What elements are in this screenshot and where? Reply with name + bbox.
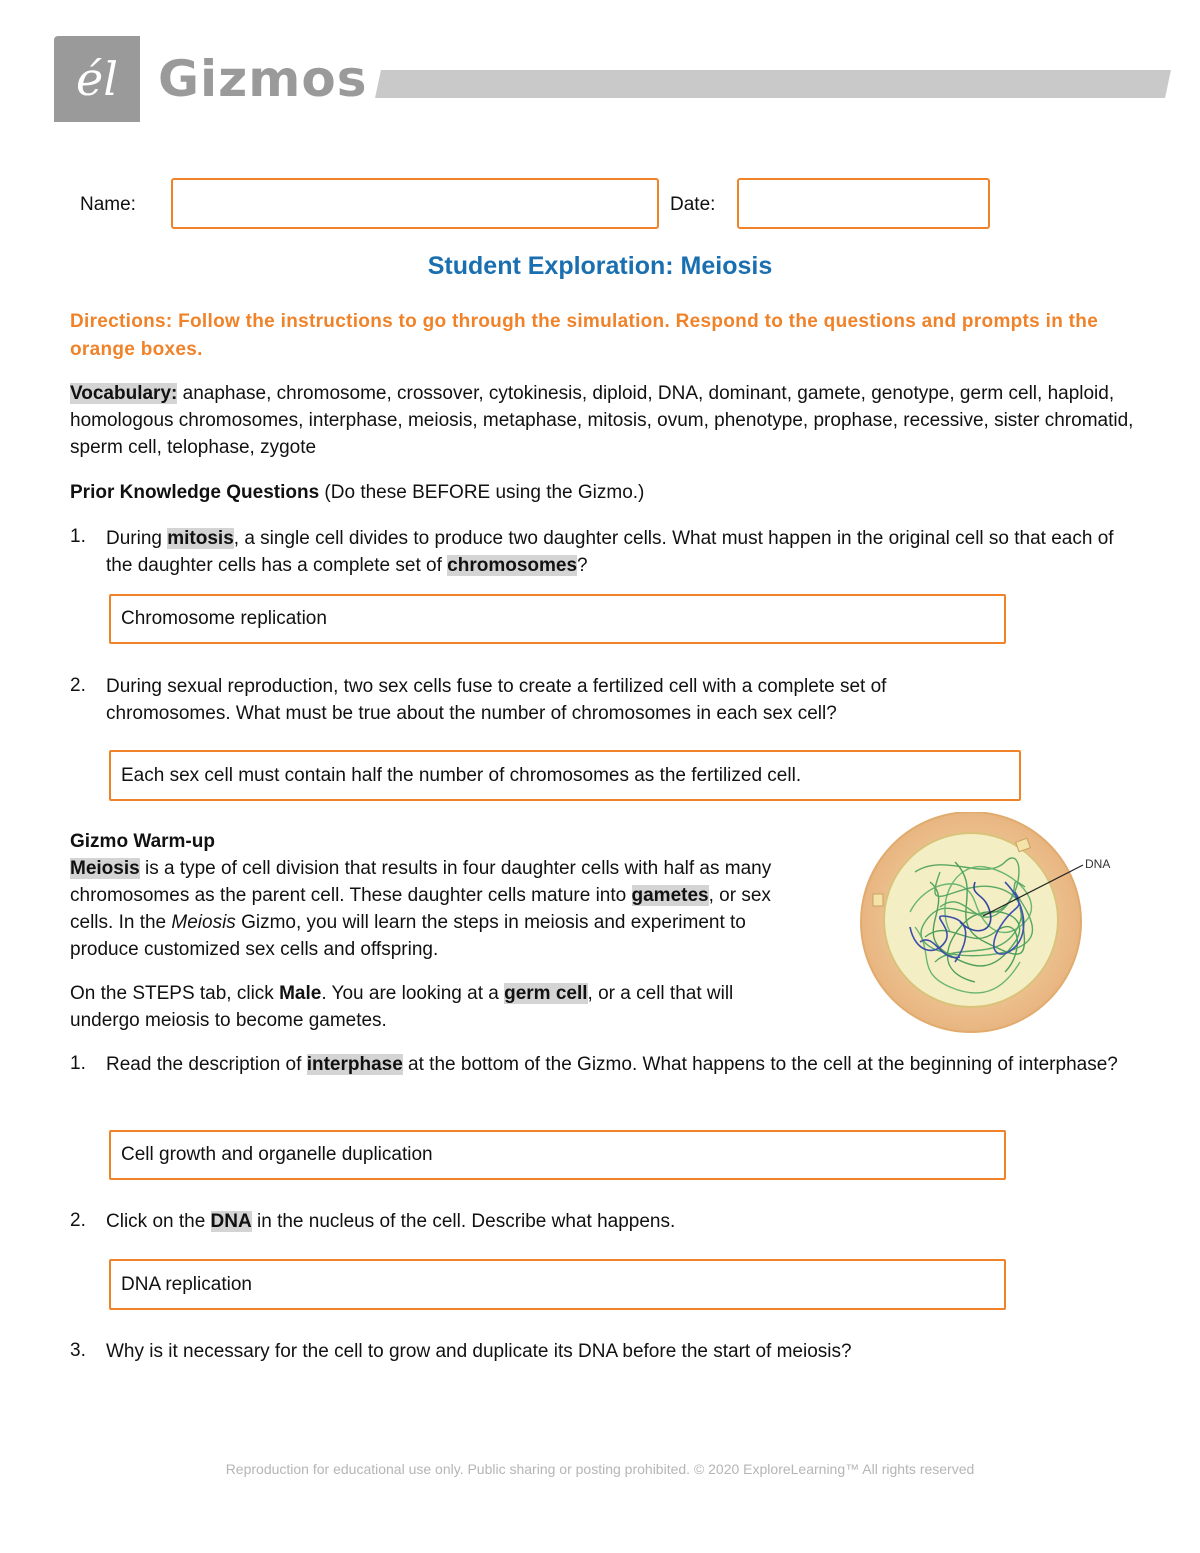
p-text: On the STEPS tab, click: [70, 983, 280, 1004]
p-text: . You are looking at a: [321, 983, 505, 1004]
steps-paragraph: [70, 980, 760, 1034]
answer-box[interactable]: DNA replication: [109, 1259, 1006, 1310]
prior-question-1: [106, 525, 1116, 579]
answer-box[interactable]: Chromosome replication: [109, 594, 1006, 644]
term-germ-cell: germ cell: [504, 983, 588, 1004]
warmup-question-2: [106, 1208, 1106, 1235]
gizmos-brand: Gizmos: [158, 50, 368, 108]
term-meiosis: Meiosis: [70, 858, 140, 879]
answer-box[interactable]: Cell growth and organelle duplication: [109, 1130, 1006, 1180]
prior-question-2: During sexual reproduction, two sex cells fuse to create a fertilized cell with a complete set of chromosomes. What must be true about the number of chromosomes in each sex cell?: [106, 676, 887, 724]
warmup-heading: Gizmo Warm-up: [70, 831, 215, 852]
warmup-paragraph: [70, 855, 800, 963]
q-text: ?: [577, 555, 588, 576]
q-text: at the bottom of the Gizmo. What happens to the cell at the beginning of interphase?: [402, 1054, 1118, 1075]
cell-diagram: [855, 812, 1115, 1037]
footer-copyright: Reproduction for educational use only. Public sharing or posting prohibited. © 2020 ExploreLearning™ All rights reserved: [225, 1461, 975, 1477]
question-number: 1.: [70, 1053, 86, 1074]
p-text: , or a cell that will undergo meiosis to become gametes.: [70, 983, 734, 1031]
warmup-question-3: Why is it necessary for the cell to grow and duplicate its DNA before the start of meiosis?: [106, 1341, 852, 1362]
term-gametes: gametes: [631, 885, 709, 906]
term-interphase: interphase: [306, 1054, 403, 1075]
answer-box[interactable]: Each sex cell must contain half the number of chromosomes as the fertilized cell.: [109, 750, 1021, 801]
q-text: Read the description of: [106, 1054, 307, 1075]
term-dna: DNA: [210, 1211, 252, 1232]
question-number: 1.: [70, 526, 86, 547]
prior-knowledge-heading: [70, 479, 644, 506]
vocabulary-text: anaphase, chromosome, crossover, cytokinesis, diploid, DNA, dominant, gamete, genotype, germ cell, haploid, homologous chromosomes, interphase, meiosis, metaphase, mitosis, ovum, phenotype, prophase, recessive, sister chromatid, sperm cell, telophase, zygote: [70, 383, 1134, 458]
dna-label: DNA: [1085, 857, 1111, 871]
warmup-question-1: [106, 1051, 1126, 1078]
explorelearning-logo: él: [54, 36, 140, 122]
q-text: During: [106, 528, 168, 549]
question-number: 3.: [70, 1340, 86, 1361]
date-label: Date:: [670, 194, 716, 215]
header-bar: [375, 70, 1171, 98]
gizmo-name: Meiosis: [171, 912, 236, 933]
q-text: in the nucleus of the cell. Describe what happens.: [251, 1211, 676, 1232]
page-title: Student Exploration: Meiosis: [427, 252, 773, 280]
vocabulary: [70, 380, 1140, 461]
term-mitosis: mitosis: [167, 528, 234, 549]
directions: Directions: Follow the instructions to go through the simulation. Respond to the questions and prompts in the orange boxes.: [70, 311, 1099, 360]
question-number: 2.: [70, 675, 86, 696]
prior-note: (Do these BEFORE using the Gizmo.): [319, 482, 645, 503]
name-field[interactable]: [171, 178, 659, 229]
date-field[interactable]: [737, 178, 990, 229]
male-term: Male: [279, 983, 322, 1004]
name-label: Name:: [80, 194, 136, 215]
q-text: , a single cell divides to produce two daughter cells. What must happen in the original cell so that each of the daughter cells has a complete set of: [106, 528, 1114, 576]
term-chromosomes: chromosomes: [447, 555, 578, 576]
vocabulary-label: Vocabulary:: [70, 383, 178, 404]
p-text: , or sex cells. In the: [70, 885, 771, 933]
centriole: [873, 894, 883, 906]
p-text: Gizmo, you will learn the steps in meiosis and experiment to produce customized sex cells and offspring.: [70, 912, 746, 960]
question-number: 2.: [70, 1210, 86, 1231]
prior-heading-text: Prior Knowledge Questions: [70, 482, 320, 503]
p-text: is a type of cell division that results in four daughter cells with half as many chromosomes as the parent cell. These daughter cells mature into: [70, 858, 772, 906]
q-text: Click on the: [106, 1211, 211, 1232]
